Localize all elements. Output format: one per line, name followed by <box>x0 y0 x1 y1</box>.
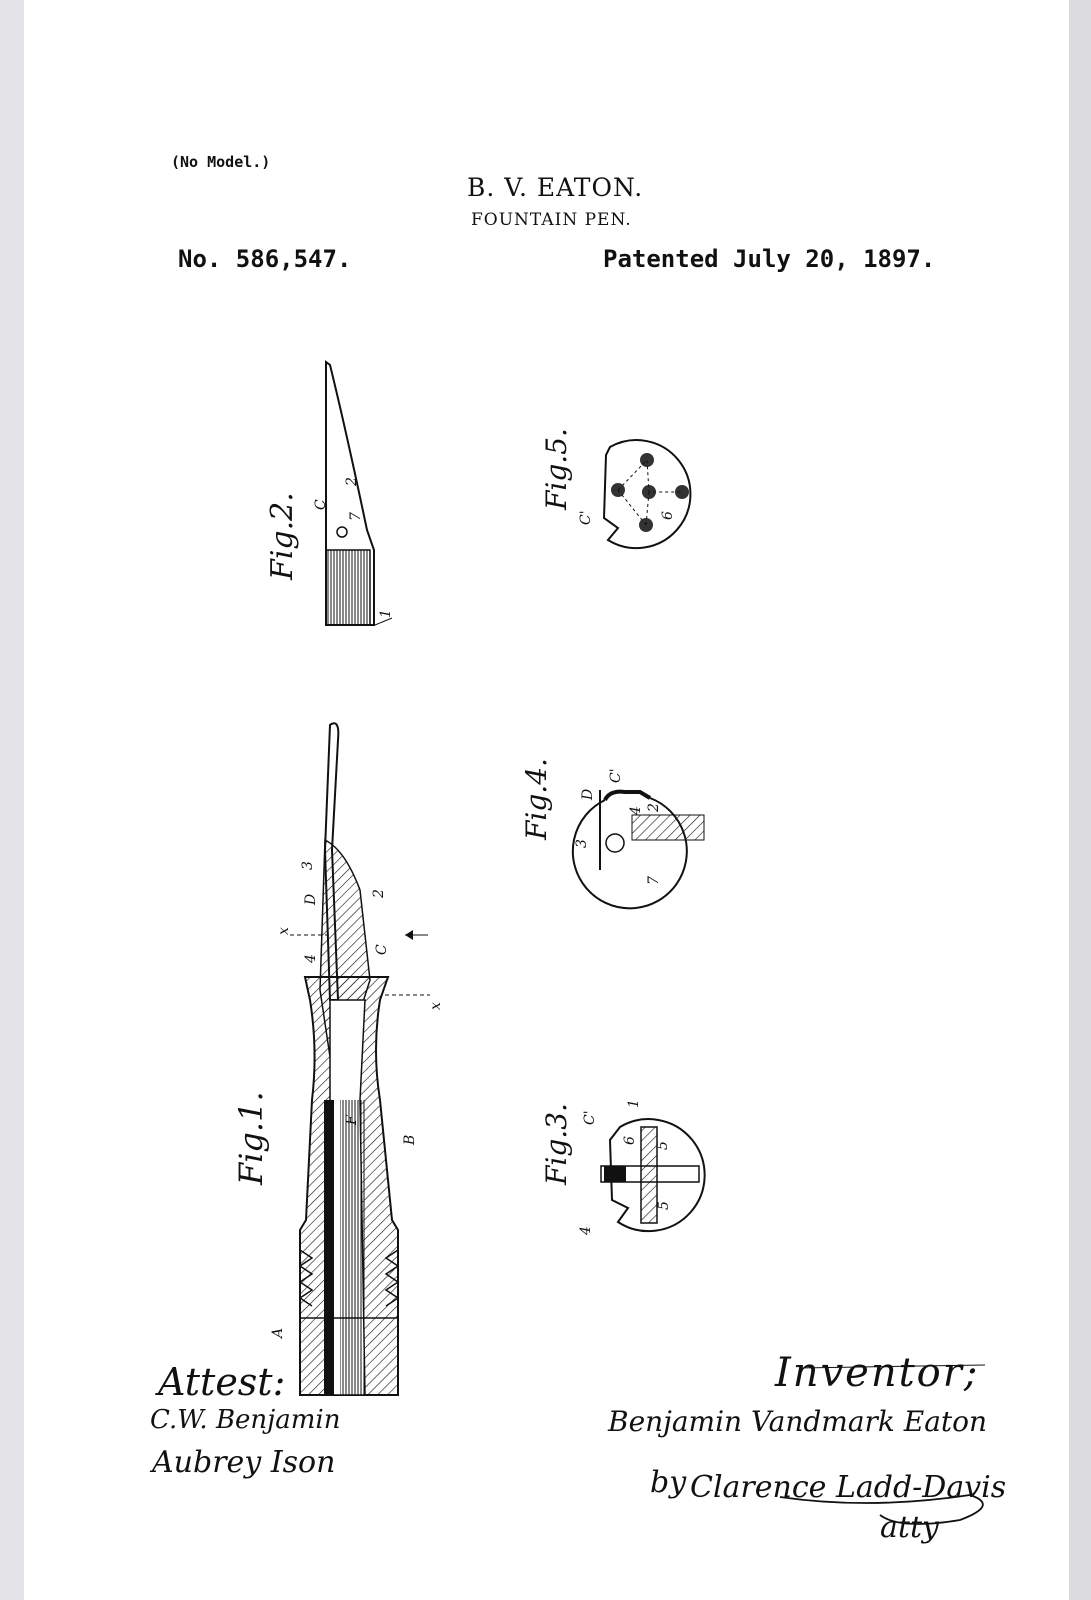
inventor-name-heading: B. V. EATON. <box>467 173 644 202</box>
fig3-ref-1: 1 <box>626 1099 642 1108</box>
no-model-note: (No Model.) <box>171 153 271 171</box>
fig3-ref-5b: 5 <box>656 1201 672 1210</box>
figure-5-drawing <box>540 428 690 548</box>
fig4-ref-c-prime: C' <box>608 768 624 783</box>
fig3-ref-4: 4 <box>578 1226 594 1235</box>
fig4-label: Fig.4. <box>520 758 553 840</box>
fig4-ref-d: D <box>580 788 596 800</box>
figure-2-drawing <box>265 362 394 625</box>
fig4-ref-2: 2 <box>646 803 662 812</box>
fig3-label: Fig.3. <box>540 1103 573 1185</box>
fig1-ref-f: F <box>344 1115 360 1125</box>
fig1-ref-b: B <box>402 1134 418 1145</box>
fig1-ref-3: 3 <box>300 861 316 870</box>
figure-3-drawing <box>540 1099 705 1236</box>
feed-base <box>326 550 370 625</box>
fig1-ref-2: 2 <box>371 889 387 898</box>
attorney-signature: Clarence Ladd-Davis <box>690 1470 1007 1505</box>
fig5-ref-c-prime: C' <box>578 510 594 525</box>
fig4-ref-7: 7 <box>646 876 662 885</box>
fig2-ref-2: 2 <box>344 477 360 486</box>
fig3-ref-6: 6 <box>622 1136 638 1145</box>
fig1-ref-a: A <box>270 1327 286 1338</box>
fig5-label: Fig.5. <box>540 428 573 510</box>
attorney-abbrev: atty <box>880 1510 939 1545</box>
fig3-ref-5: 5 <box>655 1141 671 1150</box>
feed-bar <box>324 1100 334 1395</box>
fig2-ref-1: 1 <box>378 609 394 618</box>
invention-title: FOUNTAIN PEN. <box>471 210 632 230</box>
fig3-ref-c-prime: C' <box>582 1110 598 1125</box>
fig2-label: Fig.2. <box>265 492 300 580</box>
figure-1-drawing <box>232 723 444 1395</box>
by-label: by <box>650 1465 687 1500</box>
fig1-ref-x-top: x <box>276 927 292 935</box>
fig5-ref-6: 6 <box>660 511 676 520</box>
fig4-ref-4: 4 <box>628 806 644 815</box>
fig1-ref-c: C <box>374 944 390 955</box>
witness-signature-1: C.W. Benjamin <box>150 1405 341 1435</box>
fig4-ref-3: 3 <box>574 839 590 848</box>
patent-date: Patented July 20, 1897. <box>603 245 936 273</box>
patent-number: No. 586,547. <box>178 245 352 273</box>
attest-label: Attest: <box>158 1360 286 1404</box>
inventor-label: Inventor; <box>775 1350 980 1396</box>
fig2-ref-c: C <box>313 499 329 510</box>
fig1-ref-d: D <box>303 893 319 905</box>
figure-4-drawing <box>520 758 704 908</box>
inventor-signature: Benjamin Vandmark Eaton <box>608 1405 988 1438</box>
witness-signature-2: Aubrey Ison <box>152 1445 336 1480</box>
fig2-ref-7: 7 <box>348 512 364 521</box>
fig1-ref-4: 4 <box>303 954 319 963</box>
fig1-ref-x-bottom: x <box>428 1002 444 1010</box>
fig1-label: Fig.1. <box>232 1091 270 1185</box>
